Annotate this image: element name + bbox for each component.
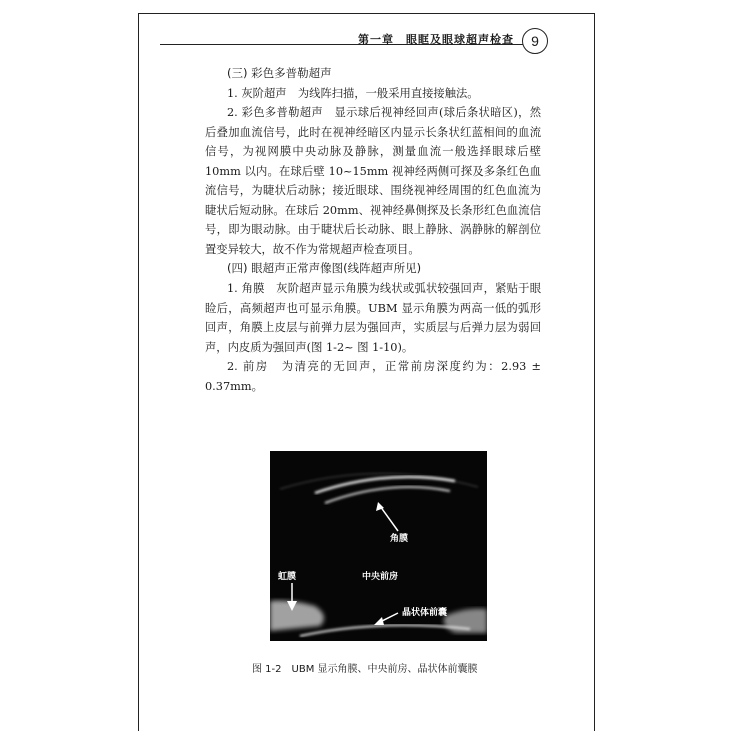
running-head: 第一章 眼眶及眼球超声检查: [358, 33, 514, 46]
paragraph-grayscale: 1. 灰阶超声 为线阵扫描，一般采用直接接触法。: [227, 86, 479, 100]
paragraph-anterior-chamber: 2. 前房 为清亮的无回声，正常前房深度约为：2.93 ± 0.37mm。: [205, 360, 541, 393]
label-iris: 虹膜: [278, 572, 297, 582]
page-number: 9: [522, 28, 548, 54]
paragraph-cornea: 1. 角膜 灰阶超声显示角膜为线状或弧状较强回声，紧贴于眼睑后，高频超声也可显示角膜。UBM 显示角膜为两高一低的弧形回声，角膜上皮层与前弹力层为强回声，实质层与后弹力层为弱回声，内皮质为强回声(图 1-2~ 图 1-10)。: [205, 282, 541, 354]
label-anterior-chamber: 中央前房: [362, 572, 399, 582]
section-heading-color-doppler: (三) 彩色多普勒超声: [227, 66, 332, 80]
ubm-ultrasound-image: [270, 451, 487, 641]
paragraph-color-doppler: 2. 彩色多普勒超声 显示球后视神经回声(球后条状暗区)，然后叠加血流信号，此时在视神经暗区内显示长条状红蓝相间的血流信号，为视网膜中央动脉及静脉，测量血流一般选择眼球后壁 10mm 以内。在球后壁 10~15mm 视神经两侧可探及多条红色血流信号，为睫状后动脉；接近眼球、围绕视神经周围的红色血流为睫状后短动脉。在球后 20mm、视神经鼻侧探及长条形红色血流信号，即为眼动脉。由于睫状后长动脉、眼上静脉、涡静脉的解剖位置变异较大，故不作为常规超声检查项目。: [205, 106, 541, 256]
figure-caption: 图 1-2 UBM 显示角膜、中央前房、晶状体前囊膜: [252, 664, 478, 675]
ultrasound-drawing: [270, 451, 487, 641]
label-cornea: 角膜: [390, 534, 409, 544]
section-heading-normal-images: (四) 眼超声正常声像图(线阵超声所见): [227, 261, 422, 276]
body-text: [205, 64, 541, 396]
label-lens-capsule: 晶状体前囊: [402, 608, 448, 618]
